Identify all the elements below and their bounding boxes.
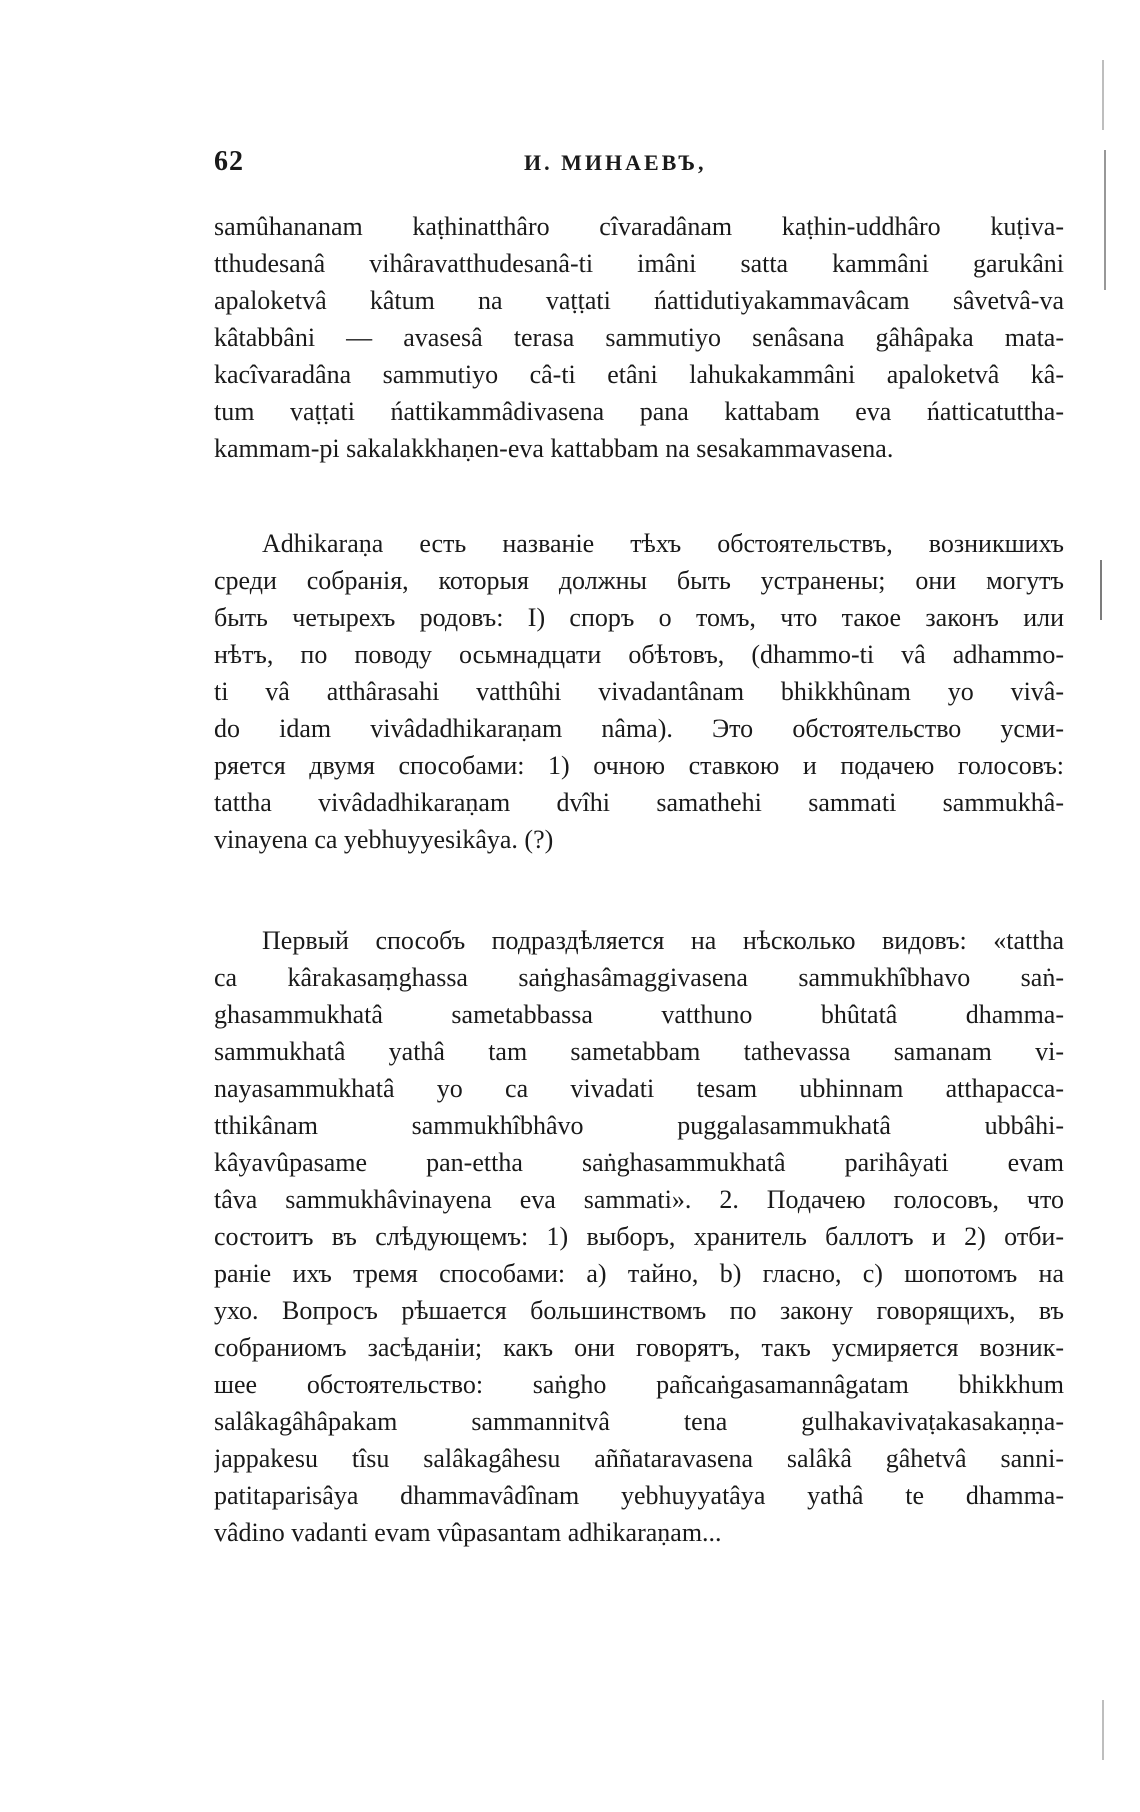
text-line: tum vaṭṭati ńattikammâdivasena pana kattabam eva ńatticatuttha- [214,397,1064,426]
text-line: Adhikaraṇa есть названіе тѣхъ обстоятельствъ, возникшихъ [262,529,1064,558]
text-line: tthudesanâ vihâravatthudesanâ-ti imâni satta kammâni garukâni [214,249,1064,278]
text-line: нѣтъ, по поводу осьмнадцати обѣтовъ, (dhammo-ti vâ adhammo- [214,640,1064,669]
text-line: ухо. Вопросъ рѣшается большинствомъ по закону говорящихъ, въ [214,1296,1064,1325]
text-line: sammukhatâ yathâ tam sametabbam tathevassa samanam vi- [214,1037,1064,1066]
page-header [214,146,1064,186]
text-line: tattha vivâdadhikaraṇam dvîhi samathehi sammati sammukhâ- [214,788,1064,817]
text-line: tthikânam sammukhîbhâvo puggalasammukhatâ ubbâhi- [214,1111,1064,1140]
text-line: nayasammukhatâ yo ca vivadati tesam ubhinnam atthapacca- [214,1074,1064,1103]
text-line: vinayena ca yebhuyyesikâya. (?) [214,825,554,854]
text-line: быть четырехъ родовъ: I) споръ о томъ, что такое законъ или [214,603,1064,632]
text-line: do idam vivâdadhikaraṇam nâma). Это обстоятельство усми- [214,714,1064,743]
text-line: среди собранія, которыя должны быть устранены; они могутъ [214,566,1064,595]
text-line: apaloketvâ kâtum na vaṭṭati ńattidutiyakammavâcam sâvetvâ-va [214,286,1064,315]
scan-mark [1102,60,1104,130]
text-line: tâva sammukhâvinayena eva sammati». 2. Подачею голосовъ, что [214,1185,1064,1214]
running-head: И. МИНАЕВЪ, [524,150,707,175]
text-line: kâtabbâni — avasesâ terasa sammutiyo senâsana gâhâpaka mata- [214,323,1064,352]
scan-mark [1100,560,1102,620]
scan-mark [1104,150,1106,290]
text-line: samûhananam kaṭhinatthâro cîvaradânam kaṭhin-uddhâro kuṭiva- [214,212,1064,241]
text-line: собраниомъ засѣданіи; какъ они говорятъ, такъ усмиряется возник- [214,1333,1064,1362]
page-number: 62 [214,146,244,177]
scan-mark [1102,1700,1104,1760]
text-line: Первый способъ подраздѣляется на нѣсколько видовъ: «tattha [262,926,1064,955]
paragraph-3 [214,922,1064,1551]
text-line: ghasammukhatâ sametabbassa vatthuno bhûtatâ dhamma- [214,1000,1064,1029]
text-line: patitaparisâya dhammavâdînam yebhuyyatâya yathâ te dhamma- [214,1481,1064,1510]
paragraph-1 [214,208,1064,467]
text-line: ряется двумя способами: 1) очною ставкою и подачею голосовъ: [214,751,1064,780]
text-line: ti vâ atthârasahi vatthûhi vivadantânam bhikkhûnam yo vivâ- [214,677,1064,706]
text-line: salâkagâhâpakam sammannitvâ tena gulhakavivaṭakasakaṇṇa- [214,1407,1064,1436]
text-line: состоитъ въ слѣдующемъ: 1) выборъ, хранитель баллотъ и 2) отби- [214,1222,1064,1251]
text-line: kacîvaradâna sammutiyo câ-ti etâni lahukakammâni apaloketvâ kâ- [214,360,1064,389]
text-line: ca kârakasaṃghassa saṅghasâmaggivasena sammukhîbhavo saṅ- [214,963,1064,992]
text-line: jappakesu tîsu salâkagâhesu aññataravasena salâkâ gâhetvâ sanni- [214,1444,1064,1473]
paragraph-2 [214,525,1064,858]
text-line: раніе ихъ тремя способами: a) тайно, b) гласно, c) шопотомъ на [214,1259,1064,1288]
text-line: vâdino vadanti evam vûpasantam adhikaraṇam... [214,1518,722,1547]
text-line: шее обстоятельство: saṅgho pañcaṅgasamannâgatam bhikkhum [214,1370,1064,1399]
text-line: kammam-pi sakalakkhaṇen-eva kattabbam na sesakammavasena. [214,434,894,463]
text-line: kâyavûpasame pan-ettha saṅghasammukhatâ parihâyati evam [214,1148,1064,1177]
